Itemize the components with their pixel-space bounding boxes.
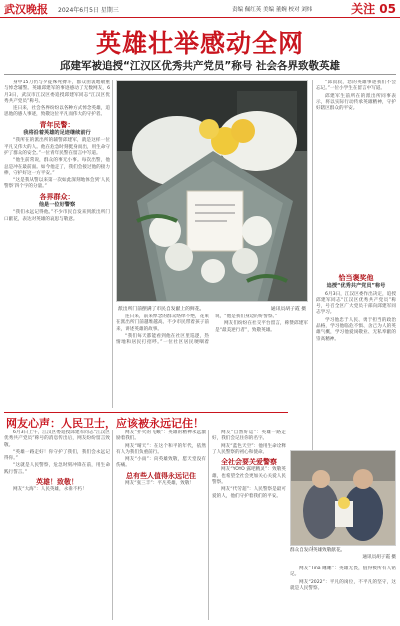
masthead bbox=[0, 0, 400, 18]
memorial-flowers-photo bbox=[116, 80, 308, 302]
column-divider bbox=[208, 430, 209, 620]
issue-date: 2024年6月5日 星期三 bbox=[58, 7, 119, 14]
section-label: 关注 05 bbox=[351, 2, 396, 16]
body-paragraph: “他生前常说，群众的事无小事。每次出警，他总是冲在最前面。如今他走了，我们会接过他的接力棒，守护好这一方平安。” bbox=[4, 158, 110, 176]
photo-caption bbox=[116, 304, 308, 312]
netizens-banner bbox=[4, 412, 288, 430]
photo-credit: 通讯员胡子霞 摄 bbox=[270, 307, 306, 312]
section-title: 总有些人值得永远记住 bbox=[126, 471, 196, 480]
photo-credit: 通讯员胡子霞 摄 bbox=[362, 555, 396, 561]
column-divider bbox=[112, 430, 113, 620]
tribute-photo bbox=[290, 450, 396, 546]
body-paragraph: 网友“自然好运”：英雄一路走好，我们会记住你的名字。 bbox=[212, 430, 286, 442]
honor-section bbox=[316, 272, 396, 412]
body-paragraph: 学习他忠于人民、勇于担当的政治品格，学习他临危不惧、舍己为人的英雄气概，学习他爱岗敬业、无私奉献的崇高精神。 bbox=[316, 317, 396, 342]
caption-text: 派出所门前摆满了市民自发献上的鲜花。 bbox=[118, 307, 205, 312]
body-paragraph: “英雄一路走好！你守护了我们，我们会永远记得你。” bbox=[4, 449, 110, 462]
body-paragraph: 网友“小雨”：向英雄致敬，愿天堂没有伤痛。 bbox=[116, 457, 206, 469]
right-tail-column bbox=[290, 566, 396, 622]
intro-paragraph: 连日来，社会各界纷纷以各种方式悼念英雄，追思他的感人事迹，致敬这位平凡而伟大的守护者。 bbox=[4, 106, 110, 118]
tribute-photo-illustration bbox=[291, 451, 396, 546]
right-bottom-column bbox=[212, 430, 286, 620]
body-paragraph: 网友“晴天”：在这个和平的年代，依然有人为我们负重前行。 bbox=[116, 443, 206, 455]
body-paragraph: “我们每天都能看到他在社区里巡逻，热情地和居民打招呼。”一位社区居民哽咽着说，“他是我们身边的好警察。” bbox=[116, 314, 278, 346]
main-headline: 英雄壮举感动全网 bbox=[95, 29, 304, 58]
body-paragraph: “我们永远记得他。”不少市民自发来到派出所门口献花，表达对英雄的哀思与敬意。 bbox=[4, 210, 110, 222]
body-paragraph: 6月3日，江汉区委作出决定，追授邱建军同志“江汉区优秀共产党员”称号，号召全区广大党员干部向邱建军同志学习。 bbox=[316, 291, 396, 316]
headline-rule bbox=[4, 74, 396, 75]
section-subtitle: 追授“优秀共产党员”称号 bbox=[326, 283, 386, 290]
body-paragraph: 连日来，前来悼念的群众络绎不绝，花束在派出所门前越堆越高。不少市民带着孩子前来，讲述英雄的故事。 bbox=[116, 314, 209, 332]
body-paragraph: 网友“蓝色天空”：他用生命诠释了人民警察的初心和使命。 bbox=[212, 443, 286, 455]
section-title: 各界群众： bbox=[39, 192, 75, 201]
body-paragraph: 网友“2022”：平凡的岗位，不平凡的坚守，这就是人民警察。 bbox=[290, 579, 396, 591]
body-paragraph: 网友“代劳超”：人民警察是最可爱的人，他们守护着我们的平安。 bbox=[212, 487, 286, 499]
netizens-column-2 bbox=[116, 430, 206, 620]
body-paragraph: 网友“扑火的飞蛾”：英雄的精神永远激励着我们。 bbox=[116, 430, 206, 442]
netizens-column-1 bbox=[4, 430, 110, 620]
column-divider bbox=[112, 80, 113, 408]
body-paragraph: “我所在的派出所的辅警邱建军，就是这样一位平凡又伟大的人。他在危急时刻挺身而出，用生命守护了群众的安全。”一位青年民警在留言中写道。 bbox=[4, 138, 110, 156]
section-subtitle: 他是一位好警察 bbox=[38, 202, 76, 209]
section-title: 青年民警： bbox=[39, 120, 75, 129]
right-top-column bbox=[316, 80, 396, 270]
body-paragraph: 6月3日上午，江汉区委追授邱建军同志“江汉区优秀共产党员”称号的消息传出后，网友纷纷留言致敬。 bbox=[4, 430, 110, 448]
body-paragraph: 网友“张三丰”：平凡英雄，致敬！ bbox=[125, 481, 195, 487]
sub-headline: 邱建军被追授“江汉区优秀共产党员”称号 社会各界致敬英雄 bbox=[60, 60, 340, 72]
section-title: 全社会要关爱警察 bbox=[221, 458, 277, 467]
body-paragraph: 网友“大海”：人民英雄，永垂不朽！ bbox=[13, 487, 87, 493]
flower-bouquet-illustration bbox=[117, 81, 308, 302]
body-paragraph: 网友们纷纷在社交平台留言，称赞邱建军是“最美逆行者”，致敬英雄。 bbox=[215, 321, 308, 333]
body-paragraph: 邱建军生前所在的派出所同事表示，将以实际行动传承英雄精神，守护好辖区群众的平安。 bbox=[316, 93, 396, 112]
body-paragraph: “邱叔叔，您的英雄事迹我们不会忘记。”一位小学生在留言中写道。 bbox=[316, 80, 396, 92]
body-paragraph: “这是我从警以来第一次如此深刻地体会到‘人民警察’四个字的分量。” bbox=[4, 178, 110, 190]
body-paragraph: 网友“YOYO 露吧精灵”：致敬英雄，也希望全社会更加关心关爱人民警察。 bbox=[212, 467, 286, 486]
section-title: 恰当褒奖他 bbox=[338, 274, 374, 282]
section-title: 英雄！致敬！ bbox=[36, 478, 78, 487]
intro-paragraph: 身中15刀仍与歹徒殊死搏斗，群众由衷地敬重与悼念辅警。英雄邱建军的事迹感动了无数网友，6月3日，武汉市江汉区委追授邱建军同志“江汉区优秀共产党员”称号。 bbox=[4, 80, 110, 104]
middle-column bbox=[116, 314, 308, 408]
caption-text: 群众自发向英雄致敬献花。 bbox=[290, 548, 346, 553]
section-subtitle: 我将沿着英雄的足迹继续前行 bbox=[23, 130, 91, 137]
netizens-banner-title: 网友心声：人民卫士，应该被永远记住！ bbox=[6, 417, 204, 430]
left-column bbox=[4, 80, 110, 408]
editor-credits: 责编 佩红英 美编 董婉 校对 刘炜 bbox=[232, 7, 313, 13]
newspaper-logo: 武汉晚报 bbox=[4, 3, 48, 16]
tribute-photo-caption bbox=[290, 548, 396, 563]
body-paragraph: 网友“Tina 睡睡”：英雄无畏，值得被所有人铭记。 bbox=[290, 566, 396, 578]
body-paragraph: “这就是人民警察，危急时刻冲锋在前，用生命践行誓言。” bbox=[4, 463, 110, 475]
